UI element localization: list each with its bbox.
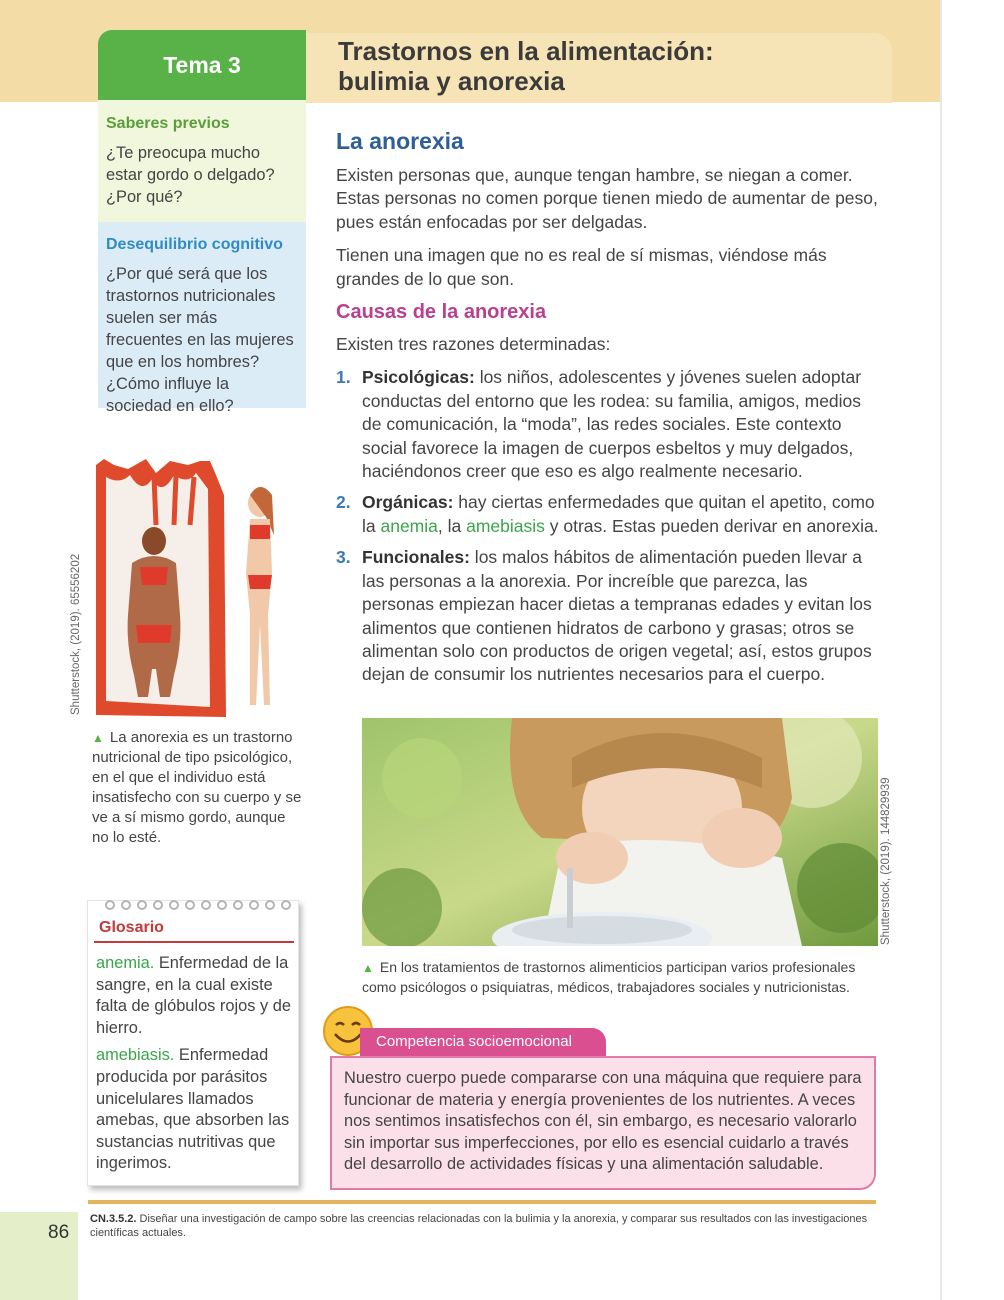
saberes-previos-box: [98, 100, 306, 222]
spiral-binding-icon: [102, 898, 298, 912]
paragraph-1: Existen personas que, aunque tengan hambre, se niegan a comer. Estas personas no comen porque tienen miedo de aumentar de peso, pues están enfocadas por ser delgadas.: [336, 165, 878, 232]
desequilibrio-heading: Desequilibrio cognitivo: [106, 236, 283, 253]
tema-label: Tema 3: [98, 30, 306, 100]
list-label: Funcionales:: [362, 547, 470, 568]
section-heading-causas: Causas de la anorexia: [336, 301, 547, 324]
competencia-box: [330, 1056, 876, 1190]
glosario-body: [96, 953, 294, 1181]
glosario-term: amebiasis.: [96, 1046, 175, 1065]
list-text: y otras. Estas pueden derivar en anorexia.: [544, 515, 879, 536]
image-credit-left: Shutterstock, (2019). 65556202: [70, 553, 82, 715]
footer-divider: [88, 1200, 876, 1204]
list-text: , la: [437, 515, 467, 536]
list-number: 3.: [336, 547, 351, 568]
caption-right-text: En los tratamientos de trastornos alimenticios participan varios profesionales como psicólogos o psiquiatras, médicos, trabajadores sociales y nutricionistas.: [362, 959, 856, 995]
saberes-heading: Saberes previos: [106, 115, 230, 132]
glosario-definition: Enfermedad producida por parásitos unicelulares llamados amebas, que absorben las sustancias nutritivas que ingerimos.: [96, 1046, 290, 1173]
glosario-term: anemia.: [96, 954, 155, 972]
list-item: [336, 366, 884, 483]
page-margin: [942, 0, 1004, 1300]
footer-standard: [90, 1212, 882, 1240]
glosario-divider: [94, 941, 294, 943]
list-text: hay ciertas enfermedades que quitan el apetito, como la: [362, 492, 875, 536]
glosario-entry-amebiasis: [96, 1045, 294, 1175]
list-number: 1.: [336, 367, 351, 388]
image-credit-right: Shutterstock, (2019). 144829939: [880, 777, 892, 945]
list-item: [336, 546, 884, 686]
girl-eating-photo: [362, 718, 878, 946]
page-title-line1: Trastornos en la alimentación:: [338, 36, 714, 66]
saberes-text: ¿Te preocupa mucho estar gordo o delgado? ¿Por qué?: [106, 144, 275, 206]
glosario-entry-anemia: [96, 953, 294, 1039]
list-label: Psicológicas:: [362, 367, 475, 388]
page-title-line2: bulimia y anorexia: [338, 66, 565, 96]
list-text: los niños, adolescentes y jóvenes suelen adoptar conductas del entorno que les rodea: su familia, amigos, medios de comunicación, la “moda”, las redes sociales. Este contexto social favorece la imagen de cuerpos esbeltos y muy delgados, haciéndonos creer que eso es algo realmente necesario.: [362, 367, 862, 482]
glossary-link-amebiasis: amebiasis: [466, 515, 545, 536]
glosario-title: Glosario: [99, 919, 164, 936]
mirror-illustration: [90, 455, 300, 717]
desequilibrio-box: [98, 222, 306, 415]
section-heading-anorexia: La anorexia: [336, 128, 464, 154]
caption-left-text: La anorexia es un trastorno nutricional de tipo psicológico, en el que el individuo está insatisfecho con su cuerpo y se ve a sí mismo gordo, aunque no lo esté.: [92, 729, 302, 846]
causes-intro: Existen tres razones determinadas:: [336, 334, 611, 355]
caption-left: [92, 728, 304, 848]
triangle-icon: ▲: [362, 961, 374, 975]
footer-standard-text: Diseñar una investigación de campo sobre las creencias relacionadas con la bulimia y la anorexia, y comparar sus resultados con las investigaciones científicas actuales.: [90, 1213, 868, 1239]
competencia-text: Nuestro cuerpo puede compararse con una máquina que requiere para funcionar de materia y energía provenientes de los nutrientes. A veces nos sentimos insatisfechos con él, sin embargo, es necesario valorarlo sin importar sus imperfecciones, por ello es esencial cuidarlo a través del desarrollo de actividades físicas y una alimentación saludable.: [344, 1069, 862, 1174]
glosario-definition: Enfermedad de la sangre, en la cual existe falta de glóbulos rojos y de hierro.: [96, 954, 291, 1037]
list-label: Orgánicas:: [362, 492, 454, 513]
desequilibrio-text: ¿Por qué será que los trastornos nutricionales suelen ser más frecuentes en las mujeres que en los hombres? ¿Cómo influye la sociedad en ello?: [106, 265, 294, 415]
caption-right: [362, 958, 882, 997]
glosario-box: [87, 900, 299, 1186]
paragraph-2: Tienen una imagen que no es real de sí mismas, viéndose más grandes de lo que son.: [336, 245, 827, 289]
main-content: [336, 128, 884, 695]
list-number: 2.: [336, 492, 351, 513]
competencia-label: Competencia socioemocional: [360, 1028, 606, 1056]
page-title: [338, 36, 892, 96]
triangle-icon: ▲: [92, 731, 104, 745]
list-text: los malos hábitos de alimentación pueden llevar a las personas a la anorexia. Por increíble que parezca, las personas empiezan hacer dietas a tempranas edades y evitan los alimentos que contienen hidratos de carbono y grasas; otros se alimentan solo con productos de origen vegetal; así, estos grupos dejan de consumir los nutrientes necesarios para el cuerpo.: [362, 547, 872, 685]
title-bar: [306, 33, 892, 103]
page-number: 86: [48, 1222, 70, 1243]
list-item: [336, 491, 884, 538]
footer-code: CN.3.5.2.: [90, 1213, 137, 1225]
glossary-link-anemia: anemia: [380, 515, 438, 536]
